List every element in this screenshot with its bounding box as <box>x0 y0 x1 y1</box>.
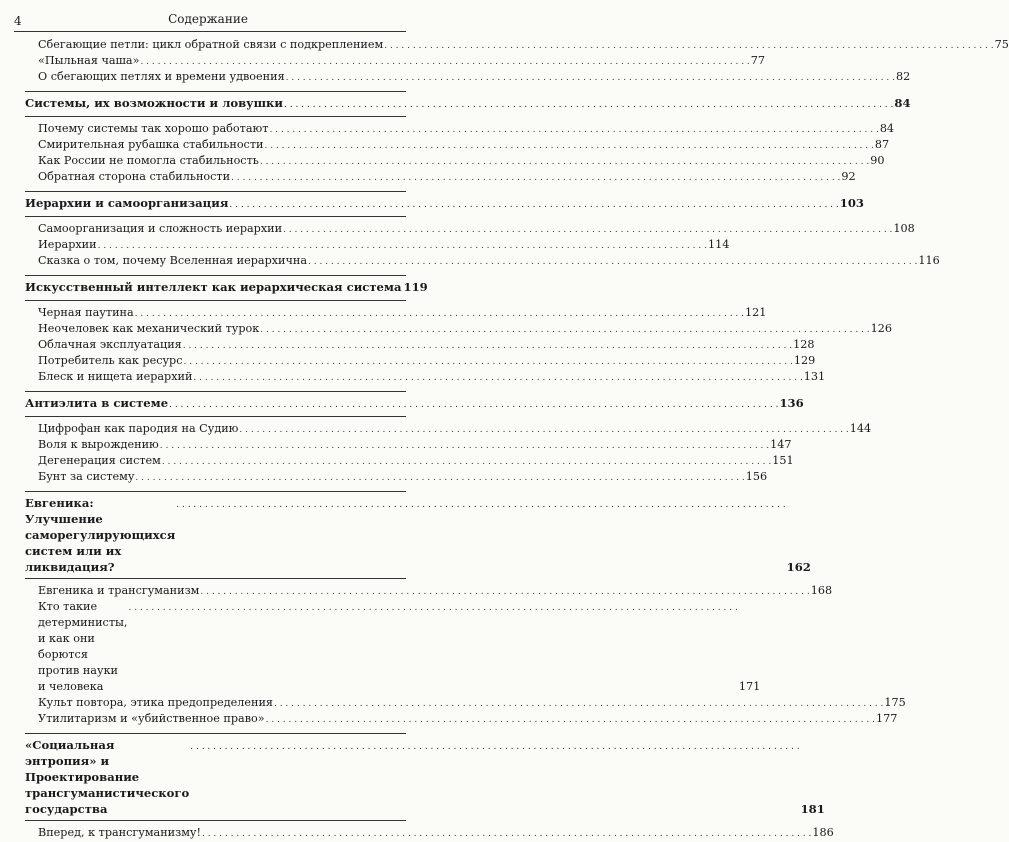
toc-entry-title: Иерархии <box>38 238 97 251</box>
section-header <box>25 391 804 417</box>
page-number: 4 <box>14 14 22 28</box>
toc-entry-title: Блеск и нищета иерархий <box>38 370 193 383</box>
toc-entry[interactable] <box>25 421 872 437</box>
toc-entry-title: Культ повтора, этика предопределения <box>38 696 273 709</box>
toc-entry-page: 186 <box>812 826 834 839</box>
section-header <box>25 733 825 821</box>
dot-leader <box>264 138 873 154</box>
section-page: 181 <box>800 802 825 816</box>
dot-leader <box>269 122 878 138</box>
toc-entry-title: Почему системы так хорошо работают <box>38 122 269 135</box>
section-heading[interactable] <box>25 195 864 213</box>
toc-entry-page: 177 <box>875 712 898 725</box>
dot-leader <box>202 826 811 842</box>
toc-entry-page: 92 <box>841 170 856 183</box>
toc-entry[interactable] <box>25 305 767 321</box>
toc-entry-page: 108 <box>893 222 915 235</box>
toc-entry[interactable] <box>25 137 890 153</box>
section-header <box>25 275 428 301</box>
dot-leader <box>190 739 799 755</box>
toc-entry-page: 82 <box>895 70 911 83</box>
toc-entry-page: 131 <box>803 370 826 383</box>
toc-entry[interactable] <box>25 711 898 727</box>
toc-entry[interactable] <box>25 695 906 711</box>
toc-entry[interactable] <box>25 169 856 185</box>
section-page: 103 <box>839 196 864 210</box>
toc-entry-title: Черная паутина <box>38 306 134 319</box>
section-page: 162 <box>786 560 811 574</box>
dot-leader <box>193 370 802 386</box>
toc-entry[interactable] <box>25 253 940 269</box>
toc-entry[interactable] <box>25 321 892 337</box>
toc-entry-page: 87 <box>874 138 890 151</box>
toc-entry-page: 126 <box>870 322 892 335</box>
toc-entry-title: Потребитель как ресурс <box>38 354 183 367</box>
toc-entry[interactable] <box>25 153 885 169</box>
section-header <box>25 491 811 579</box>
section-page: 136 <box>779 396 804 410</box>
toc-entry-page: 128 <box>793 338 815 351</box>
toc-entry-page: 168 <box>810 584 833 597</box>
toc-entry-page: 171 <box>738 680 761 693</box>
section-title: Евгеника: Улучшение саморегулирующихся систем или их ликвидация? <box>25 496 176 574</box>
section-title: Антиэлита в системе <box>25 396 169 410</box>
toc-entry-page: 84 <box>879 122 895 135</box>
section-title: «Социальная энтропия» и Проектирование трансгуманистического государства <box>25 738 190 816</box>
section-title: Иерархии и самоорганизация <box>25 196 229 210</box>
dot-leader <box>162 454 771 470</box>
dot-leader <box>260 322 869 338</box>
header-rule <box>14 31 406 32</box>
toc-entry-title: Сказка о том, почему Вселенная иерархична <box>38 254 308 267</box>
toc-entry[interactable] <box>25 369 826 385</box>
dot-leader <box>140 54 749 70</box>
dot-leader <box>284 97 893 113</box>
toc-entry[interactable] <box>25 221 915 237</box>
dot-leader <box>308 254 917 270</box>
page-title: Содержание <box>168 12 248 26</box>
section-header <box>25 191 864 217</box>
toc-entry[interactable] <box>25 583 833 599</box>
toc-entry-page: 116 <box>918 254 940 267</box>
toc-entry-page: 75 <box>994 38 1009 51</box>
dot-leader <box>183 338 792 354</box>
dot-leader <box>135 470 744 486</box>
dot-leader <box>274 696 883 712</box>
section-heading[interactable] <box>25 279 428 297</box>
toc-entry[interactable] <box>25 37 1009 53</box>
toc-entry[interactable] <box>25 453 794 469</box>
toc-entry-page: 77 <box>750 54 766 67</box>
toc-entry-title: Евгеника и трансгуманизм <box>38 584 200 597</box>
dot-leader <box>286 70 895 86</box>
toc-entry[interactable] <box>25 469 768 485</box>
section-heading[interactable] <box>25 495 811 575</box>
toc-entry-title: «Пыльная чаша» <box>38 54 140 67</box>
section-heading[interactable] <box>25 95 911 113</box>
toc-entry-title: Вперед, к трансгуманизму! <box>38 826 201 839</box>
toc-entry-title: Воля к вырождению <box>38 438 159 451</box>
toc-entry-page: 129 <box>793 354 816 367</box>
toc-entry[interactable] <box>25 337 815 353</box>
toc-entry-title: Бунт за систему <box>38 470 135 483</box>
toc-entry-page: 147 <box>770 438 792 451</box>
toc-entry[interactable] <box>25 121 895 137</box>
toc-entry-title: Кто такие детерминисты, и как они борются против науки и человека <box>38 600 128 693</box>
toc-entry-title: О сбегающих петлях и времени удвоения <box>38 70 285 83</box>
toc-entry-title: Неочеловек как механический турок <box>38 322 260 335</box>
dot-leader <box>98 238 707 254</box>
toc-entry[interactable] <box>25 237 730 253</box>
toc-entry-page: 121 <box>745 306 767 319</box>
dot-leader <box>184 354 793 370</box>
toc-entry-title: Сбегающие петли: цикл обратной связи с подкреплением <box>38 38 384 51</box>
table-of-contents <box>25 37 1009 841</box>
section-title: Системы, их возможности и ловушки <box>25 96 284 110</box>
dot-leader <box>239 422 848 438</box>
dot-leader <box>169 397 778 413</box>
dot-leader <box>160 438 769 454</box>
dot-leader <box>135 306 744 322</box>
toc-entry-title: Дегенерация систем <box>38 454 161 467</box>
section-page: 84 <box>894 96 911 110</box>
dot-leader <box>128 600 737 616</box>
toc-entry-title: Как России не помогла стабильность <box>38 154 259 167</box>
toc-entry-title: Цифрофан как пародия на Судию <box>38 422 239 435</box>
toc-entry-page: 151 <box>772 454 794 467</box>
dot-leader <box>231 170 840 186</box>
dot-leader <box>283 222 892 238</box>
toc-entry[interactable] <box>25 825 834 841</box>
toc-entry-title: Самоорганизация и сложность иерархии <box>38 222 283 235</box>
toc-entry-page: 144 <box>849 422 872 435</box>
toc-entry-title: Обратная сторона стабильности <box>38 170 231 183</box>
dot-leader <box>229 197 838 213</box>
dot-leader <box>260 154 869 170</box>
section-header <box>25 91 911 117</box>
section-heading[interactable] <box>25 737 825 817</box>
toc-entry-page: 114 <box>707 238 730 251</box>
dot-leader <box>176 497 785 513</box>
dot-leader <box>200 584 809 600</box>
section-page: 119 <box>403 280 428 294</box>
section-heading[interactable] <box>25 395 804 413</box>
section-title: Искусственный интеллект как иерархическая система <box>25 280 402 294</box>
dot-leader <box>266 712 875 728</box>
dot-leader <box>384 38 993 54</box>
toc-entry-page: 156 <box>745 470 768 483</box>
toc-entry[interactable] <box>25 437 792 453</box>
toc-entry[interactable] <box>25 69 911 85</box>
toc-entry[interactable] <box>25 53 766 69</box>
toc-entry-page: 90 <box>870 154 885 167</box>
toc-entry-title: Утилитаризм и «убийственное право» <box>38 712 265 725</box>
toc-entry[interactable] <box>25 599 761 695</box>
toc-entry[interactable] <box>25 353 816 369</box>
toc-entry-page: 175 <box>884 696 906 709</box>
toc-entry-title: Облачная эксплуатация <box>38 338 182 351</box>
toc-entry-title: Смирительная рубашка стабильности <box>38 138 264 151</box>
